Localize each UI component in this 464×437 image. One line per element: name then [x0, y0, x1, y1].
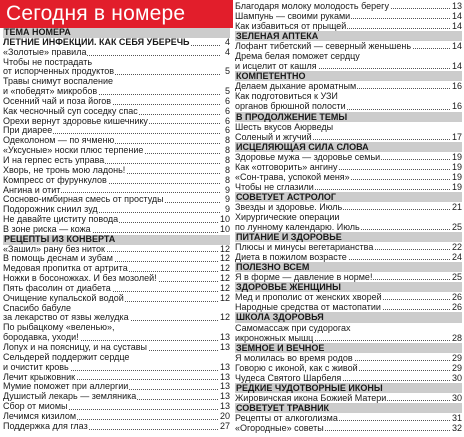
toc-page-number: 19 [451, 181, 462, 192]
toc-entry-title: ТЕМА НОМЕРА [4, 28, 71, 37]
toc-entry-title: Жировичская икона Божией Матери [235, 392, 387, 403]
toc-entry [235, 292, 462, 302]
toc-entry-title: Здоровье мужа — здоровье семьи [235, 151, 381, 162]
toc-entry [235, 162, 462, 172]
toc-entry [235, 81, 462, 91]
toc-page-number: 21 [451, 201, 462, 212]
toc-entry-title: «Зашил» рану без ниток [3, 244, 105, 254]
toc-entry-title: икроножных мышц [235, 332, 314, 343]
toc-section-header [235, 312, 462, 322]
toc-page-number: 4 [224, 47, 230, 57]
toc-page-number: 5 [224, 87, 230, 97]
toc-page-number: 12 [219, 313, 230, 323]
toc-entry [3, 254, 230, 264]
toc-page-number: 9 [224, 195, 230, 205]
toc-entry-title: и очистит кровь [3, 362, 69, 372]
toc-entry [3, 412, 230, 422]
toc-page-number: 19 [451, 151, 462, 162]
toc-entry [3, 382, 230, 392]
toc-entry [235, 242, 462, 252]
toc-entry [3, 225, 230, 235]
toc-entry-title: Не давайте циститу повода [3, 215, 119, 225]
toc-entry [3, 195, 230, 205]
toc-page-number: 12 [219, 283, 230, 293]
toc-entry [235, 11, 462, 21]
toc-entry-title: РЕДКИЕ ЧУДОТВОРНЫЕ ИКОНЫ [236, 382, 383, 393]
toc-entry-title: При диарее [3, 126, 53, 136]
toc-page-number: 10 [219, 215, 230, 225]
toc-section-header [235, 192, 462, 202]
toc-page-number: 19 [451, 171, 462, 182]
toc-entry-title: Шампунь — своими руками [235, 11, 351, 22]
toc-page-number: 12 [219, 244, 230, 254]
toc-entry-title: органов брюшной полости [235, 101, 346, 112]
toc-page-number: 4 [224, 37, 230, 47]
toc-page-number: 14 [451, 61, 462, 72]
toc-entry-title: Чудеса Святого Шарбеля [235, 372, 342, 383]
toc-entry-title: Поддержка для глаз [3, 421, 88, 431]
toc-entry [3, 48, 230, 58]
toc-entry [235, 152, 462, 162]
toc-entry [235, 122, 462, 132]
toc-entry [235, 333, 462, 343]
toc-entry-title: ЗЕМНОЕ И ВЕЧНОЕ [236, 342, 325, 353]
toc-entry [3, 284, 230, 294]
toc-entry-title: Дрема белая поможет сердцу [235, 51, 360, 62]
toc-entry-title: Медовая пропитка от артрита [3, 264, 128, 274]
toc-entry [3, 294, 230, 304]
toc-entry-title: и «победят» микробов [3, 87, 98, 97]
toc-section-header [235, 112, 462, 122]
toc-page-number: 12 [219, 293, 230, 303]
toc-entry [235, 91, 462, 101]
toc-page-number: 31 [451, 412, 462, 423]
toc-entry-title: Мед и прополис от женских хворей [235, 292, 382, 303]
toc-entry [3, 245, 230, 255]
toc-entry-title: Очищение купальской водой [3, 293, 124, 303]
toc-entry-title: Плюсы и минусы вегетарианства [235, 242, 374, 253]
toc-entry-title: СОВЕТУЕТ ТРАВНИК [236, 402, 330, 413]
toc-entry [3, 274, 230, 284]
toc-entry [235, 363, 462, 373]
toc-entry [235, 252, 462, 262]
toc-entry-title: Говорю с иконой, как с живой [235, 362, 358, 373]
toc-entry-title: ЗДОРОВЬЕ ЖЕНЩИНЫ [236, 282, 341, 293]
toc-page-number: 9 [224, 205, 230, 215]
toc-entry [235, 21, 462, 31]
toc-entry-title: ИСЦЕЛЯЮЩАЯ СИЛА СЛОВА [236, 141, 369, 152]
toc-entry-title: Лечит крыжовник [3, 372, 76, 382]
toc-entry-title: Я молилась во время родов [235, 352, 353, 363]
toc-page-number: 17 [451, 131, 462, 142]
toc-section-header [235, 232, 462, 242]
toc-entry-title: Сбор от миомы [3, 402, 68, 412]
toc-entry-title: И на герпес есть управа [3, 155, 105, 165]
toc-entry [3, 205, 230, 215]
toc-entry-title: Самомассаж при судорогах [235, 322, 351, 333]
toc-entry [3, 107, 230, 117]
toc-entry [3, 176, 230, 186]
toc-entry-title: Лофант тибетский — северный женьшень [235, 41, 412, 52]
toc-entry-title: В зоне риска — кожа [3, 224, 91, 234]
toc-entry [3, 166, 230, 176]
toc-page-number: 22 [451, 242, 462, 253]
toc-entry [235, 272, 462, 282]
toc-entry [3, 343, 230, 353]
toc-entry [235, 222, 462, 232]
toc-entry [3, 215, 230, 225]
toc-page-number: 27 [219, 421, 230, 431]
toc-page-number: 8 [224, 146, 230, 156]
toc-entry-title: за лекарство от язвы желудка [3, 313, 129, 323]
toc-entry-title: ШКОЛА ЗДОРОВЬЯ [236, 312, 324, 323]
toc-page-number: 13 [451, 1, 462, 11]
toc-page-number: 19 [451, 161, 462, 172]
toc-entry [3, 422, 230, 432]
toc-entry-title: Диета в пожилом возрасте [235, 252, 347, 263]
toc-page-number: 25 [451, 272, 462, 283]
toc-page-number: 29 [451, 362, 462, 373]
toc-entry-title: Как чесночный суп соседку спас [3, 106, 138, 116]
toc-entry-title: Чтобы не сглазили [235, 181, 314, 192]
toc-column-right [235, 1, 462, 433]
toc-entry [3, 136, 230, 146]
toc-section-header [235, 31, 462, 41]
toc-page-number: 13 [219, 362, 230, 372]
toc-entry-title: Как «отговорить» ангину [235, 161, 338, 172]
toc-entry-title: «Огородные» советы [235, 422, 324, 433]
toc-page-number: 29 [451, 352, 462, 363]
toc-page-number: 13 [219, 402, 230, 412]
toc-entry [235, 182, 462, 192]
toc-entry [235, 202, 462, 212]
toc-entry-title: «Золотые» правила [3, 47, 87, 57]
toc-column-left [3, 28, 230, 432]
toc-entry-title: и исцелит от кашля [235, 61, 317, 72]
toc-entry [3, 58, 230, 68]
toc-entry-title: Как избавиться от прыщей [235, 21, 347, 32]
toc-section-header [235, 71, 462, 81]
toc-entry-title: Одеколоном — по ячменю [3, 136, 115, 146]
toc-page-number: 6 [224, 126, 230, 136]
toc-section-header [3, 38, 230, 48]
toc-entry-title: Душистый лекарь — земляника [3, 392, 137, 402]
toc-page-number: 6 [224, 116, 230, 126]
toc-entry [3, 97, 230, 107]
toc-entry-title: Ножки в босоножках. И без мозолей! [3, 274, 157, 284]
toc-entry [3, 304, 230, 314]
toc-entry [3, 363, 230, 373]
toc-entry-title: Осенний чай и поза йогов [3, 96, 112, 106]
toc-section-header [3, 235, 230, 245]
toc-entry-title: Рецепты от алкоголизма [235, 412, 338, 423]
toc-entry [3, 333, 230, 343]
toc-entry-title: Сельдерей поддержит сердце [3, 352, 130, 362]
toc-page-number: 14 [451, 21, 462, 32]
toc-entry [235, 61, 462, 71]
toc-section-header [235, 343, 462, 353]
toc-entry [3, 146, 230, 156]
toc-entry [3, 373, 230, 383]
toc-entry-title: Звезды и здоровье. Июль [235, 201, 343, 212]
toc-page-number: 13 [219, 333, 230, 343]
toc-page-number: 8 [224, 136, 230, 146]
toc-entry-title: «Уксусные» носки плюс терпение [3, 146, 144, 156]
toc-page-number: 6 [224, 96, 230, 106]
toc-page-number: 25 [451, 222, 462, 233]
toc-page-number: 14 [451, 41, 462, 52]
toc-entry-title: ЛЕТНИЕ ИНФЕКЦИИ. КАК СЕБЯ УБЕРЕЧЬ [3, 37, 190, 47]
toc-entry-title: Подорожник сниил зуд [3, 205, 98, 215]
toc-entry [3, 392, 230, 402]
toc-section-header [3, 28, 230, 38]
toc-entry [235, 353, 462, 363]
toc-page-number: 30 [451, 392, 462, 403]
toc-page-number: 10 [219, 224, 230, 234]
toc-page-number: 13 [219, 372, 230, 382]
toc-entry-title: ПОЛЕЗНО ВСЕМ [236, 262, 310, 273]
toc-entry-title: Народные средства от мастопатии [235, 302, 381, 313]
toc-entry [235, 1, 462, 11]
toc-page-number: 8 [224, 155, 230, 165]
toc-section-header [235, 282, 462, 292]
toc-entry [235, 101, 462, 111]
toc-entry-title: Сосново-имбирная смесь от простуды [3, 195, 164, 205]
toc-entry [235, 41, 462, 51]
toc-page-number: 13 [219, 343, 230, 352]
toc-page-number: 26 [451, 302, 462, 313]
toc-entry [3, 156, 230, 166]
toc-entry [3, 117, 230, 127]
toc-entry-title: Орехи вернут здоровье кишечнику [3, 116, 148, 126]
toc-section-header [235, 142, 462, 152]
toc-page-number: 16 [451, 101, 462, 112]
toc-page-number: 5 [224, 67, 230, 77]
toc-entry-title: по лунному календарю. Июль [235, 222, 360, 233]
toc-page-number: 9 [224, 185, 230, 195]
toc-entry [3, 313, 230, 323]
toc-page-number: 6 [224, 106, 230, 116]
toc-page-number: 30 [451, 372, 462, 383]
toc-entry-title: Чтобы не пострадать [3, 57, 93, 67]
toc-page-number: 12 [219, 274, 230, 284]
toc-entry-title: от испорченных продуктов [3, 67, 115, 77]
toc-entry [235, 132, 462, 142]
toc-page-number: 16 [451, 81, 462, 92]
toc-entry [3, 353, 230, 363]
toc-entry [235, 302, 462, 312]
toc-entry-title: ПИТАНИЕ И ЗДОРОВЬЕ [236, 232, 342, 243]
toc-page-number: 32 [451, 422, 462, 433]
page-title: Сегодня в номере [6, 2, 186, 25]
toc-entry [235, 172, 462, 182]
toc-entry [3, 77, 230, 87]
toc-page-number: 28 [451, 332, 462, 343]
toc-entry-title: Травы снимут воспаление [3, 77, 113, 87]
toc-entry-title: бородавка, уходи! [3, 333, 79, 343]
toc-entry-title: КОМПЕТЕНТНО [236, 71, 306, 82]
toc-page-number: 24 [451, 252, 462, 263]
toc-entry-title: Хирургические операции [235, 211, 340, 222]
toc-entry [235, 413, 462, 423]
toc-entry [235, 373, 462, 383]
toc-entry-title: «Сон-трава, успокой меня» [235, 171, 350, 182]
toc-section-header [235, 403, 462, 413]
toc-entry [3, 67, 230, 77]
toc-entry [3, 186, 230, 196]
toc-entry-title: В ПРОДОЛЖЕНИЕ ТЕМЫ [236, 111, 348, 122]
toc-page-number: 26 [451, 292, 462, 303]
toc-entry-title: Пять фасолин от диабета [3, 283, 111, 293]
toc-entry-title: Спасибо бабуле [3, 303, 72, 313]
toc-entry-title: Мумие поможет при аллергии [3, 382, 129, 392]
toc-entry-title: Лопух и на поясницу, и на суставы [3, 343, 147, 352]
toc-entry [235, 423, 462, 433]
toc-section-header [235, 262, 462, 272]
toc-entry [3, 87, 230, 97]
toc-page-number: 12 [219, 254, 230, 264]
title-band [0, 0, 233, 28]
toc-entry [235, 323, 462, 333]
toc-entry-title: Я в форме — давление в норме! [235, 272, 373, 283]
toc-page-number: 13 [219, 382, 230, 392]
toc-page-number: 8 [224, 175, 230, 185]
toc-section-header [235, 383, 462, 393]
toc-entry-title: Компресс от фурункулов [3, 175, 107, 185]
toc-page-number: 8 [224, 165, 230, 175]
toc-entry-title: СОВЕТУЕТ АСТРОЛОГ [236, 191, 337, 202]
toc-page-number: 20 [219, 411, 230, 421]
toc-entry-title: Благодаря молоку молодость берегу [235, 1, 389, 11]
toc-entry [3, 264, 230, 274]
toc-entry [235, 212, 462, 222]
toc-entry-title: Ангина и отит [3, 185, 61, 195]
toc-entry [3, 126, 230, 136]
toc-page-number: 14 [451, 11, 462, 22]
toc-page-number: 12 [219, 264, 230, 274]
toc-page-number: 13 [219, 392, 230, 402]
toc-entry-title: Хворь, не тронь мою ладонь! [3, 165, 126, 175]
toc-entry-title: Соленый и жгучий [235, 131, 312, 142]
toc-entry-title: По рыбацкому «веленью», [3, 323, 115, 333]
toc-entry [3, 402, 230, 412]
toc-entry-title: Лечимся кизилом [3, 411, 77, 421]
toc-entry [235, 393, 462, 403]
toc-entry-title: В помощь деснам и зубам [3, 254, 113, 264]
toc-entry [3, 323, 230, 333]
toc-entry [235, 51, 462, 61]
toc-entry-title: РЕЦЕПТЫ ИЗ КОНВЕРТА [4, 234, 116, 244]
toc-entry-title: Делаем дыхание ароматным [235, 81, 357, 92]
toc-entry-title: Шесть вкусов Аюрведы [235, 121, 334, 132]
toc-entry-title: Как подготовиться к УЗИ [235, 91, 338, 102]
toc-entry-title: ЗЕЛЕНАЯ АПТЕКА [236, 31, 319, 42]
